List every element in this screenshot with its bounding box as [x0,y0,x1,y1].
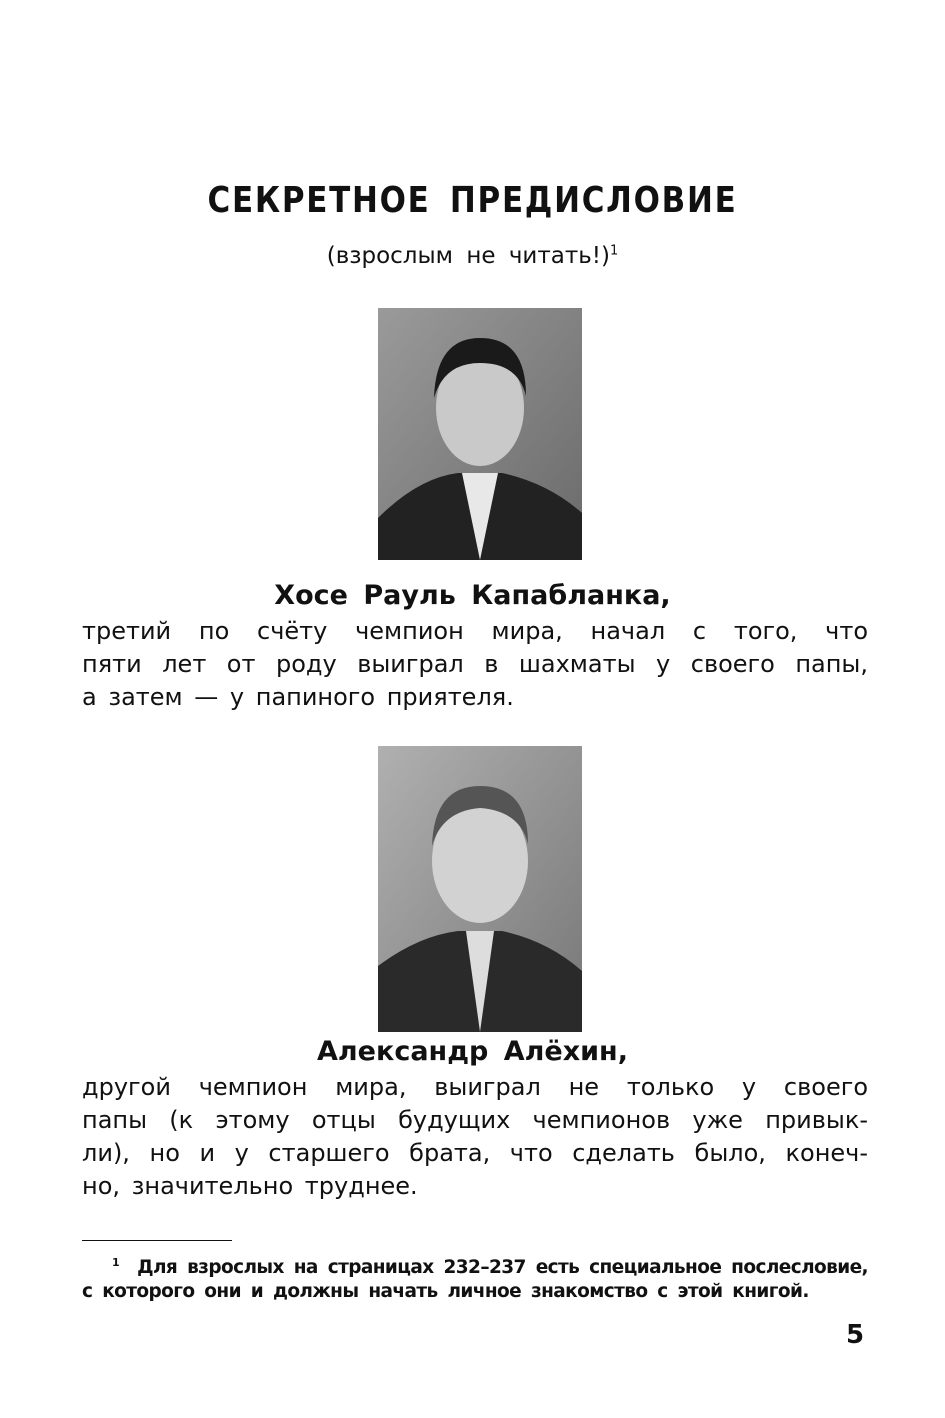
page-number: 5 [846,1320,865,1350]
section-paragraph [82,615,868,714]
alekhine-photo [378,746,582,1032]
subtitle-text: (взрослым не читать!) [326,243,610,269]
footnote-ref: 1 [610,243,619,259]
footnote-divider [82,1240,232,1241]
paragraph-line: папы (к этому отцы будущих чемпионов уже привык- [82,1106,868,1134]
paragraph-line: а затем — у папиного приятеля. [82,683,514,711]
section-name: Хосе Рауль Капабланка, [274,580,671,611]
paragraph-line: третий по счёту чемпион мира, начал с того, что [82,617,868,645]
footnote-line [82,1248,868,1277]
section-paragraph [82,1071,868,1203]
paragraph-line: другой чемпион мира, выиграл не только у своего [82,1073,868,1101]
footnote [82,1248,868,1306]
section-name: Александр Алёхин, [317,1036,628,1067]
page-subtitle [0,243,945,269]
capablanca-photo [378,308,582,560]
footnote-mark: 1 [112,1256,120,1269]
footnote-text: Для взрослых на страницах 232–237 есть специальное послесловие, [137,1257,868,1279]
paragraph-line: ли), но и у старшего брата, что сделать было, конеч- [82,1139,868,1167]
page-title: СЕКРЕТНОЕ ПРЕДИСЛОВИЕ [207,180,738,221]
paragraph-line: пяти лет от роду выиграл в шахматы у своего папы, [82,650,868,678]
footnote-line: с которого они и должны начать личное знакомство с этой книгой. [82,1281,809,1302]
paragraph-line: но, значительно труднее. [82,1172,418,1200]
